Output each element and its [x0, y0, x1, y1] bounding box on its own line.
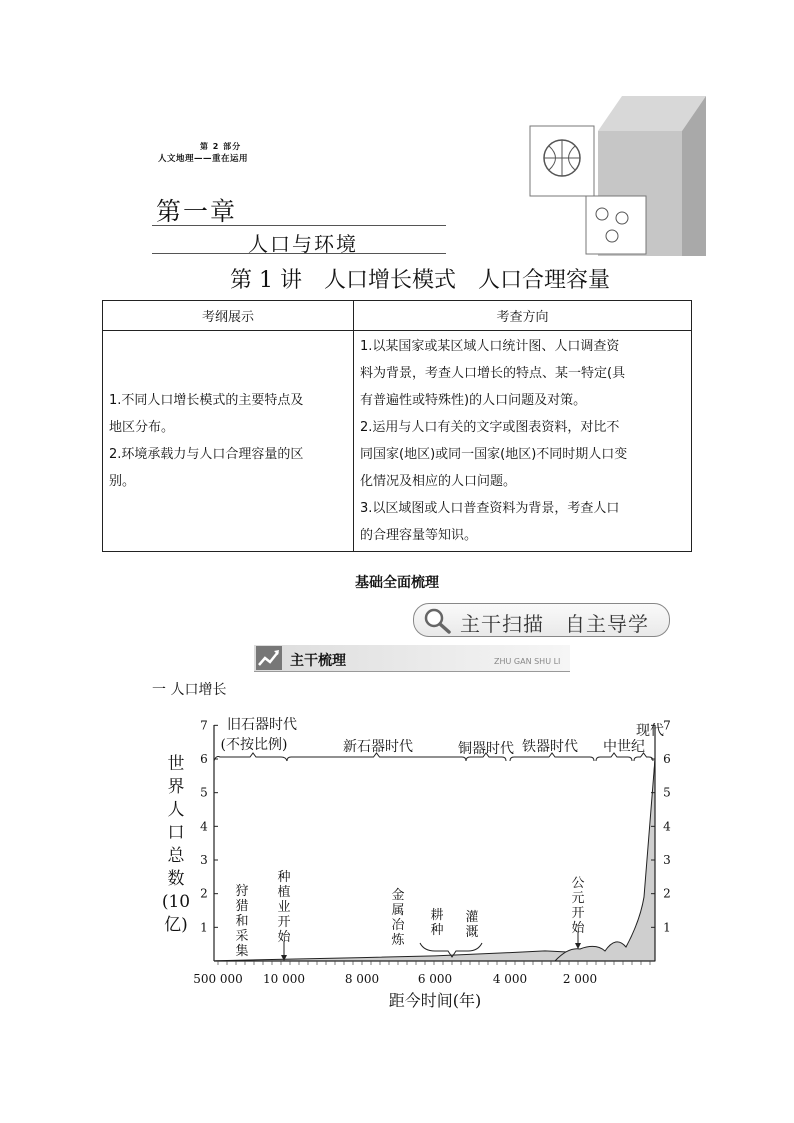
y-axis-label-char: 世 — [167, 754, 185, 774]
y-tick-label-right: 7 — [663, 718, 671, 733]
y-axis-label-char: (10 — [161, 892, 191, 912]
y-axis-label-char: 亿) — [164, 915, 188, 935]
annotation-char: 公 — [571, 876, 585, 891]
annotation-char: 属 — [391, 903, 405, 918]
era-label: 新石器时代 — [343, 739, 413, 755]
era-label: 铜器时代 — [458, 741, 514, 757]
text-line: 2.运用与人口有关的文字或图表资料，对比不 — [360, 420, 620, 435]
y-tick-label-right: 2 — [663, 886, 671, 901]
x-tick-label: 4 000 — [492, 972, 528, 986]
table-cell-outline — [103, 331, 354, 552]
chapter-title: 第一章 — [156, 197, 238, 226]
outline-table — [102, 300, 692, 552]
annotation-char: 和 — [235, 914, 249, 929]
text-line: 有普遍性或特殊性)的人口问题及对策。 — [360, 393, 587, 408]
main-title-pinyin: ZHU GAN SHU LI — [494, 657, 561, 666]
magnifier-icon — [422, 606, 452, 634]
text-line: 同国家(地区)或同一国家(地区)不同时期人口变 — [360, 447, 628, 462]
y-tick-label-left: 5 — [200, 785, 208, 800]
x-tick-label: 2 000 — [562, 972, 598, 986]
y-axis-label-char: 数 — [167, 869, 185, 889]
table-cell-directions — [354, 331, 692, 552]
pill-text: 主干扫描 自主导学 — [460, 612, 649, 636]
annotation-char: 金 — [391, 888, 405, 903]
y-tick-label-right: 5 — [663, 785, 671, 800]
annotation-char: 耕 — [430, 908, 444, 923]
table-header: 考查方向 — [354, 301, 692, 331]
y-tick-label-left: 2 — [200, 886, 208, 901]
annotation-char: 采 — [235, 929, 249, 944]
x-tick-label: 6 000 — [417, 972, 453, 986]
table-header: 考纲展示 — [103, 301, 354, 331]
annotation-char: 冶 — [391, 918, 405, 933]
y-tick-label-right: 4 — [663, 819, 671, 834]
text-line: 2.环境承载力与人口合理容量的区 — [109, 447, 304, 462]
text-line: 别。 — [109, 474, 136, 489]
text-line: 的合理容量等知识。 — [360, 528, 478, 543]
y-tick-label-left: 6 — [200, 752, 208, 766]
annotation-char: 种 — [277, 870, 291, 885]
chapter-rule — [152, 225, 446, 226]
annotation-char: 炼 — [391, 933, 405, 948]
population-growth-chart — [150, 703, 680, 1021]
y-axis-label-char: 人 — [167, 800, 185, 820]
annotation-char: 集 — [235, 944, 249, 959]
annotation-char: 狩 — [235, 884, 249, 899]
annotation-char: 植 — [277, 885, 291, 900]
annotation-char: 灌 — [465, 910, 479, 925]
y-tick-label-right: 6 — [663, 752, 671, 766]
annotation-char: 始 — [277, 930, 291, 945]
annotation-char: 猎 — [235, 899, 249, 914]
x-tick-label: 8 000 — [344, 972, 380, 986]
x-axis-label: 距今时间(年) — [388, 991, 482, 1010]
era-brace-paleolithic — [214, 753, 287, 761]
y-tick-label-left: 1 — [200, 920, 208, 935]
annotation-char: 溉 — [465, 925, 479, 940]
y-tick-label-left: 7 — [200, 718, 208, 733]
y-axis-label-char: 界 — [167, 777, 185, 797]
x-tick-label: 500 000 — [193, 972, 243, 986]
annotation-char: 种 — [430, 923, 444, 938]
annotation-char: 元 — [571, 891, 585, 906]
era-label: 现代 — [636, 723, 664, 739]
annotation-char: 业 — [277, 900, 291, 915]
text-line: 地区分布。 — [109, 420, 175, 435]
annotation-char: 开 — [571, 906, 585, 921]
trend-chart-icon — [256, 646, 282, 670]
era-label: (不按比例) — [220, 737, 288, 753]
y-axis-label-char: 总 — [167, 846, 185, 866]
chapter-subtitle: 人口与环境 — [248, 232, 358, 256]
chapter-header-illustration — [522, 96, 706, 256]
era-label: 中世纪 — [603, 739, 645, 755]
arrow-head — [575, 943, 581, 949]
population-area-modern — [555, 759, 655, 961]
y-tick-label-right: 3 — [663, 853, 671, 867]
annotation-char: 始 — [571, 921, 585, 936]
y-tick-label-left: 3 — [200, 853, 208, 867]
x-tick-label: 10 000 — [263, 972, 305, 986]
text-line: 1.不同人口增长模式的主要特点及 — [109, 393, 304, 408]
heading-population-growth: 一 人口增长 — [152, 682, 227, 698]
era-label: 旧石器时代 — [227, 717, 297, 733]
y-axis-label-char: 口 — [167, 823, 185, 843]
section-basics-heading: 基础全面梳理 — [355, 575, 439, 591]
main-title: 主干梳理 — [290, 653, 346, 669]
text-line: 化情况及相应的人口问题。 — [360, 474, 517, 489]
text-line: 料为背景，考查人口增长的特点、某一特定(具 — [360, 366, 626, 381]
text-line: 3.以区域图或人口普查资料为背景，考查人口 — [360, 501, 620, 516]
part-number: 第 2 部分 — [200, 142, 242, 151]
text-line: 1.以某国家或某区域人口统计图、人口调查资 — [360, 339, 620, 354]
chapter-rule — [152, 253, 446, 254]
part-title: 人文地理——重在运用 — [158, 154, 249, 164]
y-tick-label-left: 4 — [200, 819, 208, 834]
y-tick-label-right: 1 — [663, 920, 671, 935]
annotation-char: 开 — [277, 915, 291, 930]
era-label: 铁器时代 — [522, 739, 578, 755]
lecture-title: 第 1 讲 人口增长模式 人口合理容量 — [230, 268, 610, 293]
